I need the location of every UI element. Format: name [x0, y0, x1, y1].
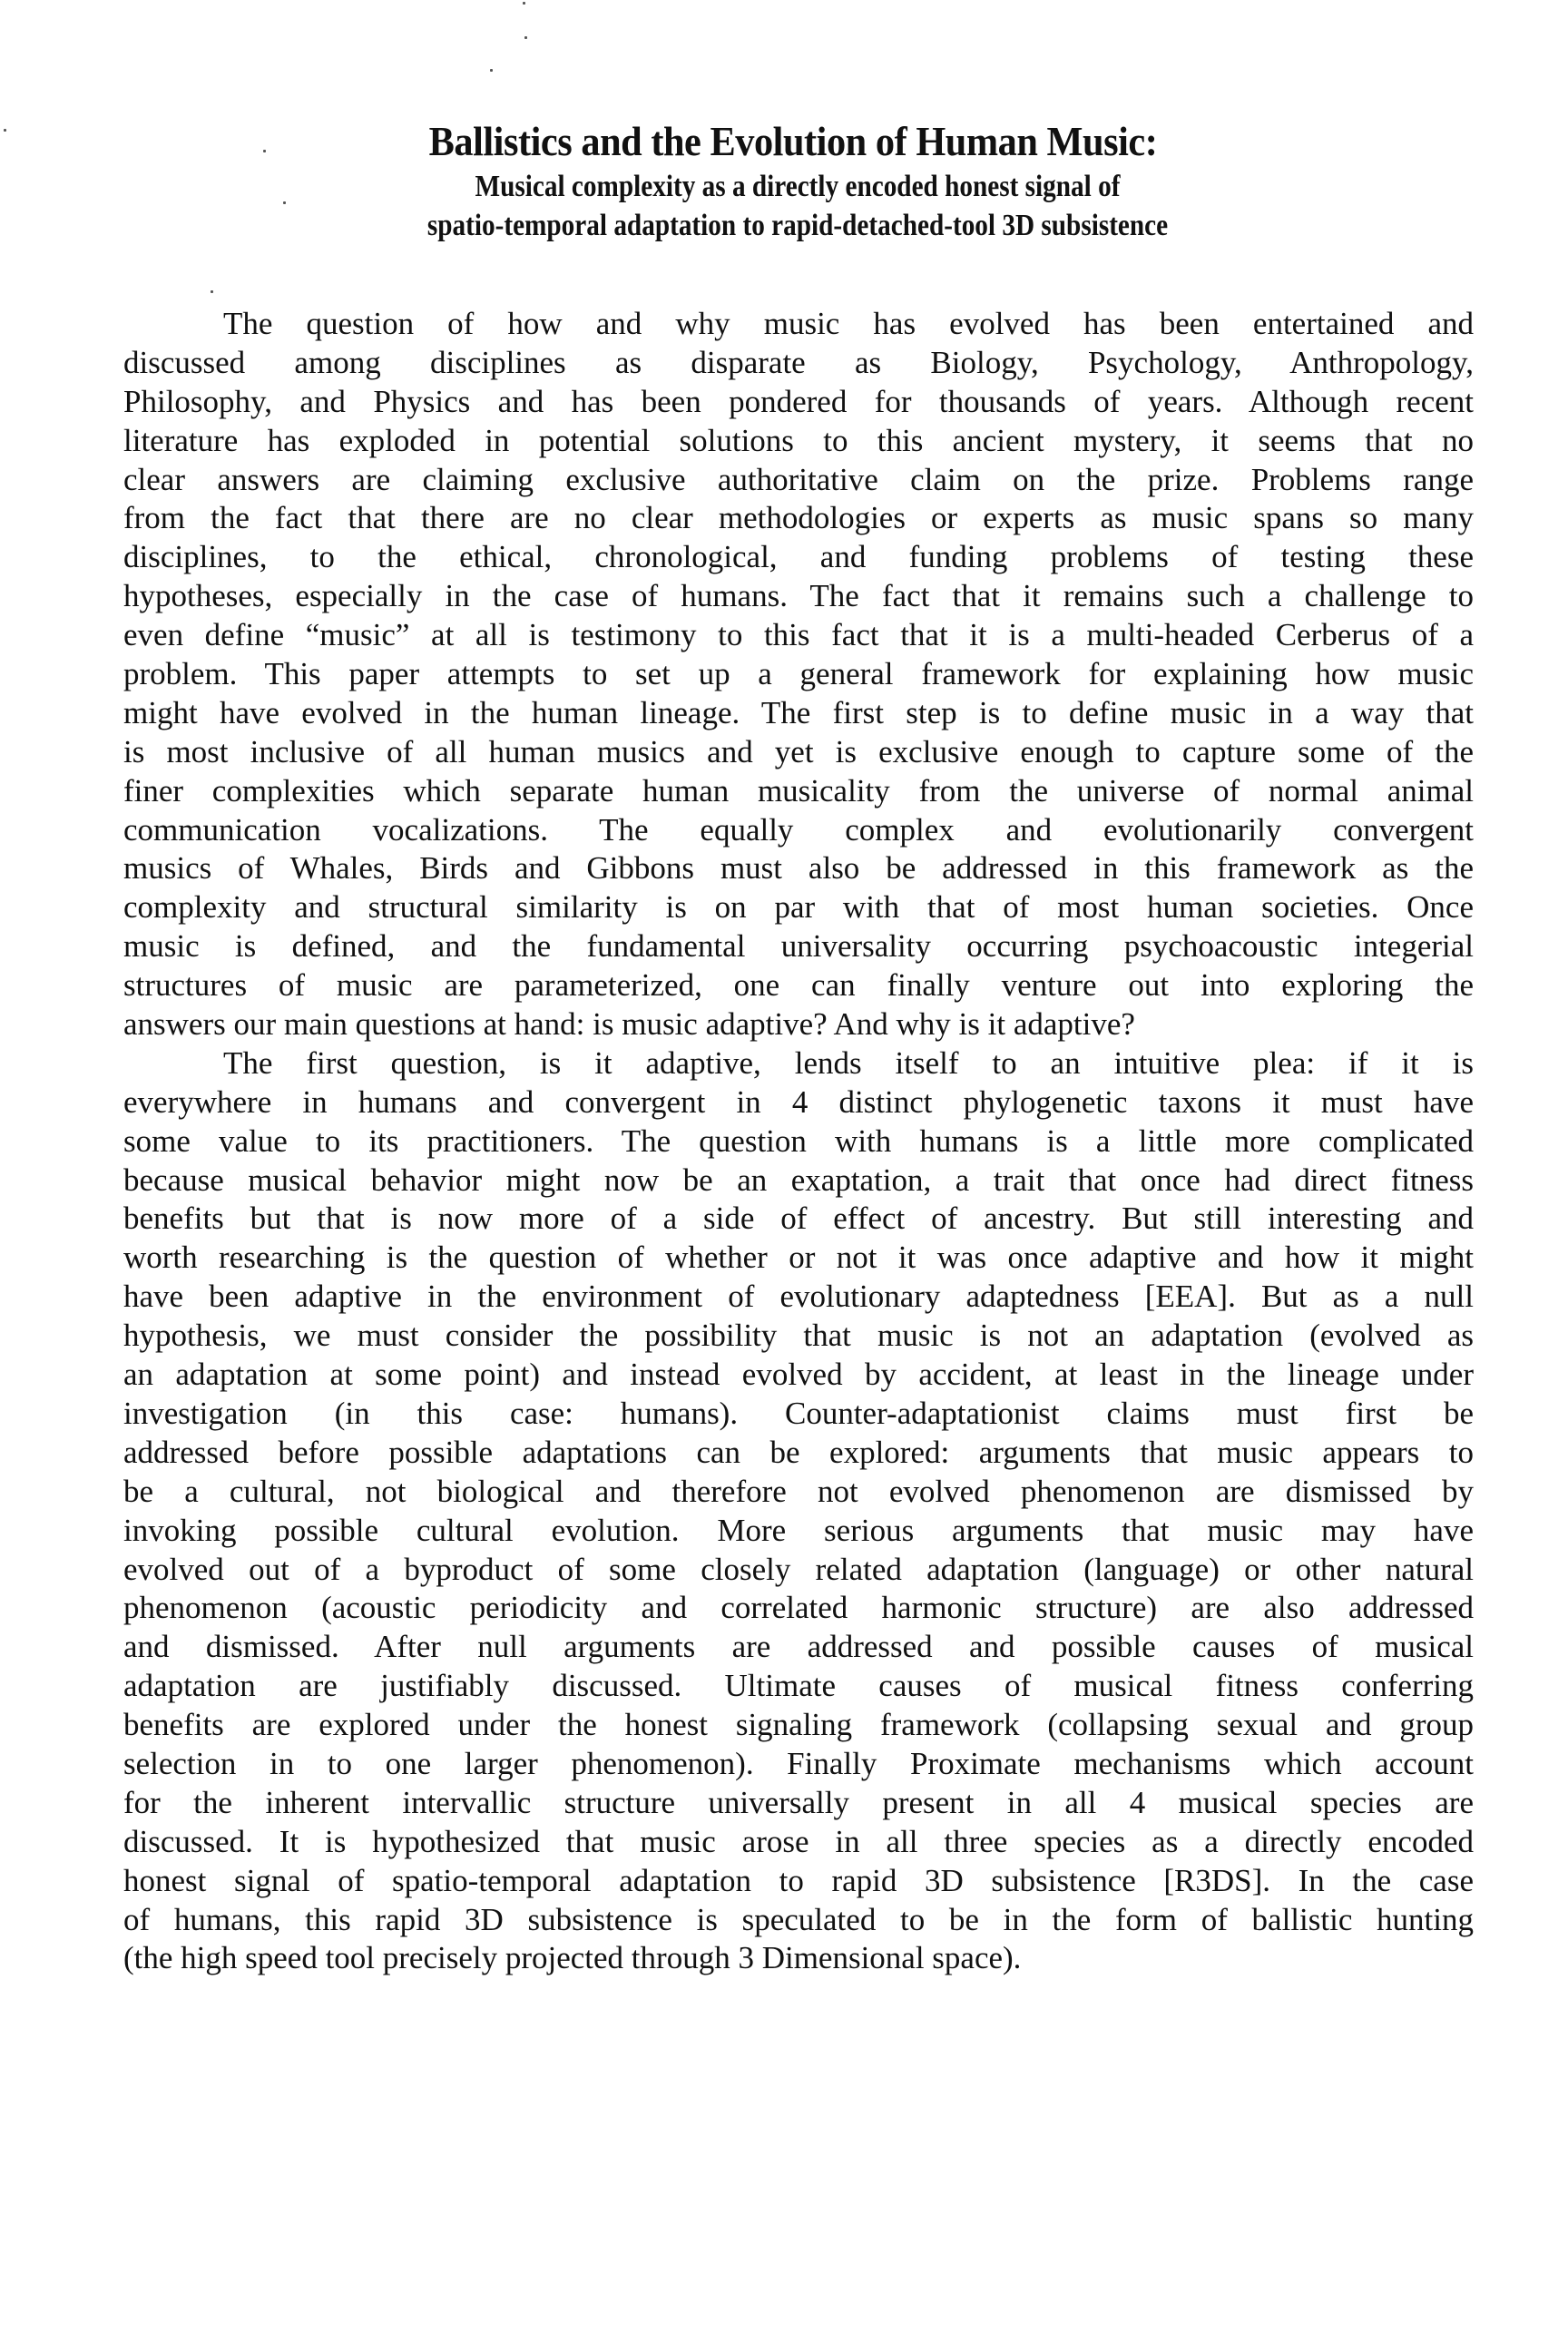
text-line: investigation (in this case: humans). Counter-adaptationist claims must first be: [123, 1395, 1474, 1431]
text-line: problem. This paper attempts to set up a general framework for explaining how music: [123, 656, 1474, 692]
text-line: clear answers are claiming exclusive authoritative claim on the prize. Problems range: [123, 461, 1474, 497]
text-line: an adaptation at some point) and instead evolved by accident, at least in the lineage under: [123, 1357, 1474, 1393]
text-line: benefits but that is now more of a side of effect of ancestry. But still interesting and: [123, 1200, 1474, 1237]
text-line: is most inclusive of all human musics and yet is exclusive enough to capture some of the: [123, 733, 1474, 769]
scan-speck: [523, 2, 525, 5]
text-line: hypotheses, especially in the case of humans. The fact that it remains such a challenge to: [123, 578, 1474, 614]
text-line: have been adaptive in the environment of evolutionary adaptedness [EEA]. But as a null: [123, 1279, 1474, 1315]
text-line: for the inherent intervallic structure universally present in all 4 musical species are: [123, 1784, 1474, 1820]
scan-speck: [263, 150, 266, 152]
paper-title: Ballistics and the Evolution of Human Music:: [428, 118, 1158, 164]
text-line: discussed. It is hypothesized that music arose in all three species as a directly encoded: [123, 1823, 1474, 1859]
text-line: disciplines, to the ethical, chronological, and funding problems of testing these: [123, 539, 1474, 575]
text-line: (the high speed tool precisely projected through 3 Dimensional space).: [123, 1940, 1022, 1976]
text-line: The first question, is it adaptive, lends itself to an intuitive plea: if it is: [223, 1044, 1474, 1081]
text-line: discussed among disciplines as disparate as Biology, Psychology, Anthropology,: [123, 344, 1474, 380]
text-line: some value to its practitioners. The question with humans is a little more complicated: [123, 1122, 1474, 1159]
text-line: honest signal of spatio-temporal adaptation to rapid 3D subsistence [R3DS]. In the case: [123, 1862, 1474, 1898]
text-line: finer complexities which separate human musicality from the universe of normal animal: [123, 772, 1474, 808]
text-line: from the fact that there are no clear methodologies or experts as music spans so many: [123, 500, 1474, 536]
text-line: addressed before possible adaptations can be explored: arguments that music appears to: [123, 1434, 1474, 1470]
text-line: structures of music are parameterized, one can finally venture out into exploring the: [123, 967, 1474, 1004]
text-line: because musical behavior might now be an exaptation, a trait that once had direct fitness: [123, 1161, 1474, 1198]
text-line: everywhere in humans and convergent in 4 distinct phylogenetic taxons it must have: [123, 1083, 1474, 1120]
text-line: might have evolved in the human lineage. The first step is to define music in a way that: [123, 694, 1474, 730]
text-line: selection in to one larger phenomenon). Finally Proximate mechanisms which account: [123, 1745, 1474, 1781]
text-line: musics of Whales, Birds and Gibbons must also be addressed in this framework as the: [123, 850, 1474, 887]
text-line: answers our main questions at hand: is music adaptive? And why is it adaptive?: [123, 1006, 1135, 1043]
scan-speck: [524, 36, 527, 39]
paragraph-1: [123, 305, 1474, 1044]
scan-speck: [490, 69, 493, 72]
abstract-body: [123, 305, 1474, 1978]
paper-subtitle-line-2: spatio-temporal adaptation to rapid-detached-tool 3D subsistence: [426, 209, 1169, 242]
text-line: and dismissed. After null arguments are addressed and possible causes of musical: [123, 1629, 1474, 1665]
text-line: worth researching is the question of whether or not it was once adaptive and how it might: [123, 1240, 1474, 1276]
text-line: be a cultural, not biological and therefore not evolved phenomenon are dismissed by: [123, 1473, 1474, 1509]
scan-speck: [4, 129, 6, 132]
paper-subtitle-line-1: Musical complexity as a directly encoded honest signal of: [475, 170, 1121, 203]
text-line: benefits are explored under the honest signaling framework (collapsing sexual and group: [123, 1707, 1474, 1743]
text-line: The question of how and why music has evolved has been entertained and: [223, 306, 1474, 341]
scan-speck: [211, 290, 213, 293]
text-line: of humans, this rapid 3D subsistence is speculated to be in the form of ballistic hunting: [123, 1901, 1474, 1937]
paragraph-2: [123, 1044, 1474, 1978]
text-line: Philosophy, and Physics and has been pondered for thousands of years. Although recent: [123, 383, 1474, 419]
text-line: evolved out of a byproduct of some closely related adaptation (language) or other natural: [123, 1551, 1474, 1587]
text-line: communication vocalizations. The equally complex and evolutionarily convergent: [123, 811, 1474, 848]
text-line: adaptation are justifiably discussed. Ultimate causes of musical fitness conferring: [123, 1668, 1474, 1704]
text-line: phenomenon (acoustic periodicity and correlated harmonic structure) are also addressed: [123, 1590, 1474, 1626]
text-line: music is defined, and the fundamental universality occurring psychoacoustic integerial: [123, 928, 1474, 965]
title-block: [0, 116, 1568, 245]
text-line: invoking possible cultural evolution. More serious arguments that music may have: [123, 1512, 1474, 1548]
text-line: hypothesis, we must consider the possibility that music is not an adaptation (evolved as: [123, 1318, 1474, 1354]
text-line: literature has exploded in potential solutions to this ancient mystery, it seems that no: [123, 422, 1474, 458]
scan-speck: [283, 201, 286, 204]
text-line: even define “music” at all is testimony to this fact that it is a multi-headed Cerberus of a: [123, 617, 1474, 653]
text-line: complexity and structural similarity is on par with that of most human societies. Once: [123, 889, 1474, 926]
